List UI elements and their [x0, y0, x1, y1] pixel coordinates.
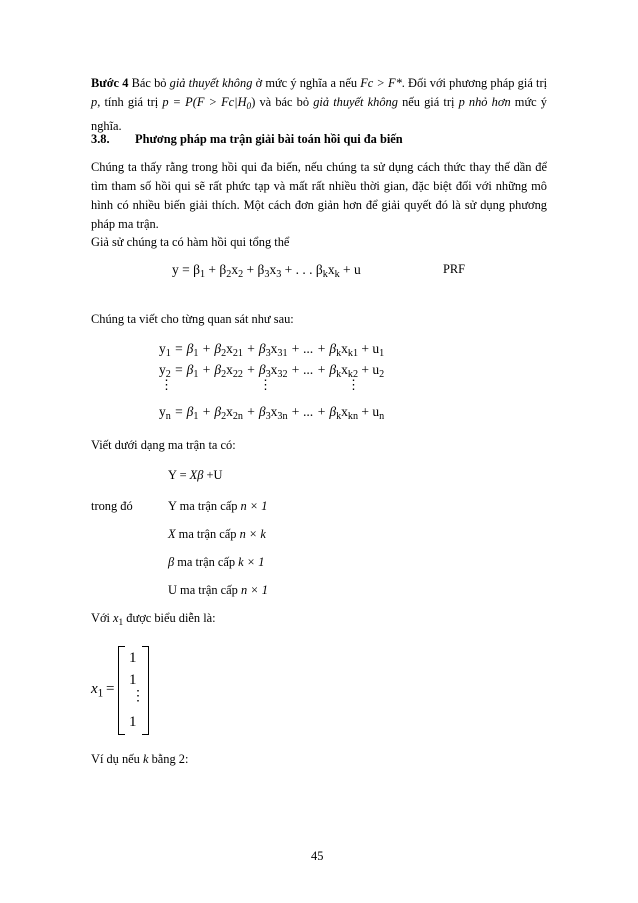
- definition-u: U ma trận cấp n × 1: [168, 583, 268, 597]
- prf-tag: PRF: [443, 262, 466, 276]
- step4-text: , tính giá trị: [97, 95, 163, 109]
- step4-text: giả thuyết không: [169, 76, 253, 90]
- vector-entry: ⋮: [131, 689, 145, 704]
- step4-text: giả thuyết không: [313, 95, 398, 109]
- step4-text: . Đối với phương pháp giá trị: [401, 76, 548, 90]
- definition-beta: β ma trận cấp k × 1: [168, 555, 265, 569]
- vector-equals: =: [106, 681, 115, 697]
- step4-formula: Fc > F*: [360, 76, 402, 90]
- where-label: trong đó: [91, 499, 133, 513]
- definition-y: Y ma trận cấp n × 1: [168, 499, 268, 513]
- vertical-ellipsis: ⋮: [259, 377, 272, 392]
- step4-text: mức ý nghĩa.: [91, 95, 548, 133]
- vector-entry: 1: [129, 672, 137, 688]
- step4-text: ở mức ý nghĩa a nếu: [252, 76, 361, 90]
- vertical-ellipsis: ⋮: [347, 377, 360, 392]
- vertical-ellipsis: ⋮: [160, 377, 173, 392]
- observations-intro: Chúng ta viết cho từng quan sát như sau:: [91, 312, 294, 326]
- section-number: 3.8.: [91, 132, 110, 146]
- vector-entry: 1: [129, 650, 137, 666]
- step4-text: và bác bỏ: [255, 95, 314, 109]
- step4-text: nếu giá trị: [397, 95, 459, 109]
- step4-text: p nhỏ hơn: [458, 95, 511, 109]
- section-title: Phương pháp ma trận giải bài toán hồi qui đa biến: [135, 132, 403, 146]
- left-bracket: [118, 646, 125, 735]
- step4-text: Bác bỏ: [128, 76, 170, 90]
- intro-paragraph: Chúng ta thấy rằng trong hồi qui đa biến, nếu chúng ta sử dụng cách thức thay thế dần để tìm tham số hồi qui sẽ rất phức tạp và mất rất nhiều thời gian, đặc biệt đối với những mô hình có nhiều biến giải thích. Một cách đơn giản hơn để giải quyết đó là sử dụng phương pháp ma trận.: [91, 160, 547, 231]
- matrix-equation: Y = Xβ +U: [168, 468, 223, 482]
- vector-entry: 1: [129, 714, 137, 730]
- matrix-form-intro: Viết dưới dạng ma trận ta có:: [91, 438, 236, 452]
- observation-equation-1: $y_1 = \beta_1 + \beta_2x_{21} + \beta_3x_{31}$ + ... + $\beta_kx_{k1} + u_1$: [159, 341, 385, 360]
- prf-equation: $y = \beta_1 + \beta_2x_2 + \beta_3x_3$ + . . . $\beta_kx_k + u$: [172, 262, 361, 281]
- step4-formula: p = P(F > Fc|H: [162, 95, 247, 109]
- observation-equation-2: $y_2 = \beta_1 + \beta_2x_{22} + \beta_3x_{32}$ + ... + $\beta_kx_{k2} + u_2$: [159, 362, 385, 381]
- step4-text: p: [91, 95, 98, 109]
- observation-equation-n: $y_n = \beta_1 + \beta_2x_{2n} + \beta_3x_{3n}$ + ... + $\beta_kx_{kn} + u_n$: [159, 404, 385, 423]
- step4-formula: 0: [246, 101, 252, 112]
- example-intro: Ví dụ nếu k bằng 2:: [91, 752, 189, 766]
- vector-intro: Với $x_1$ được biểu diễn là:: [91, 611, 216, 628]
- step4-text: ): [251, 95, 256, 109]
- vector-lhs: $x_1$: [91, 681, 104, 700]
- prf-intro: Giả sử chúng ta có hàm hồi qui tổng thể: [91, 235, 290, 249]
- page-number: 45: [311, 849, 324, 863]
- definition-x: X ma trận cấp n × k: [168, 527, 266, 541]
- step4-paragraph: [91, 74, 547, 136]
- step4-label: Bước 4: [91, 76, 129, 90]
